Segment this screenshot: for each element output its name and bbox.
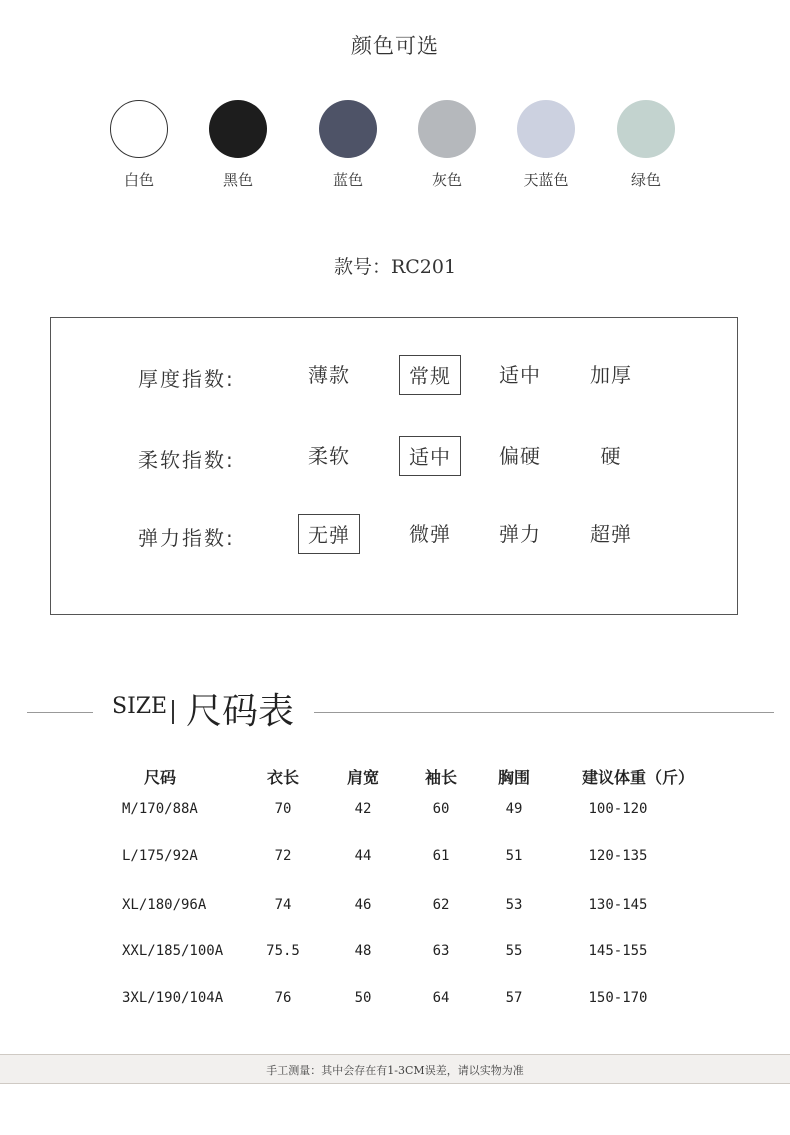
- index-option-selected[interactable]: 无弹: [298, 514, 360, 554]
- size-table-cell: 150-170: [588, 990, 648, 1006]
- size-table-header: 肩宽: [346, 768, 379, 787]
- index-option-selected[interactable]: 常规: [399, 355, 461, 395]
- color-swatch[interactable]: [418, 100, 476, 158]
- size-table-cell: 61: [432, 848, 450, 864]
- color-swatch[interactable]: [517, 100, 575, 158]
- index-option[interactable]: 超弹: [590, 522, 632, 546]
- size-table-header: 建议体重（斤）: [581, 768, 694, 787]
- size-table-cell: 74: [274, 897, 292, 913]
- colors-title: 颜色可选: [351, 34, 439, 58]
- size-table-cell: 49: [505, 801, 523, 817]
- style-number: 款号：RC201: [333, 256, 457, 278]
- size-table-header: 袖长: [424, 768, 457, 787]
- index-label: 柔软指数:: [138, 448, 235, 472]
- size-table-cell: XL/180/96A: [122, 897, 207, 913]
- size-table-cell: 60: [432, 801, 450, 817]
- size-table-cell: 76: [274, 990, 292, 1006]
- index-label: 弹力指数:: [138, 526, 235, 550]
- size-table-cell: 62: [432, 897, 450, 913]
- index-label: 厚度指数:: [138, 367, 235, 391]
- size-table-cell: L/175/92A: [122, 848, 198, 864]
- color-swatch[interactable]: [617, 100, 675, 158]
- color-swatch-label: 天蓝色: [523, 171, 569, 189]
- size-divider-right: [314, 712, 774, 713]
- size-heading-bar: [172, 700, 174, 724]
- index-option[interactable]: 硬: [600, 444, 622, 468]
- size-table-cell: 3XL/190/104A: [122, 990, 224, 1006]
- index-option[interactable]: 加厚: [590, 363, 632, 387]
- measurement-note: 手工测量：其中会存在有1-3CM误差，请以实物为准: [266, 1064, 524, 1077]
- size-heading-en: SIZE: [112, 694, 168, 719]
- color-swatch[interactable]: [110, 100, 168, 158]
- index-option[interactable]: 柔软: [308, 444, 350, 468]
- index-option-selected[interactable]: 适中: [399, 436, 461, 476]
- size-heading-cn: 尺码表: [186, 691, 295, 732]
- color-swatch[interactable]: [209, 100, 267, 158]
- size-table-cell: 75.5: [266, 943, 300, 959]
- size-table-cell: 120-135: [588, 848, 648, 864]
- size-table-cell: 44: [354, 848, 372, 864]
- color-swatch-label: 黑色: [222, 171, 253, 189]
- size-table-cell: 145-155: [588, 943, 648, 959]
- index-option[interactable]: 微弹: [409, 522, 451, 546]
- size-table-cell: 70: [274, 801, 292, 817]
- color-swatch-label: 白色: [123, 171, 154, 189]
- size-table-header: 尺码: [143, 768, 176, 787]
- index-option[interactable]: 弹力: [499, 522, 541, 546]
- size-table-cell: 64: [432, 990, 450, 1006]
- size-table-cell: 51: [505, 848, 523, 864]
- size-table-cell: 55: [505, 943, 523, 959]
- size-table-cell: XXL/185/100A: [122, 943, 224, 959]
- color-swatch[interactable]: [319, 100, 377, 158]
- size-table-cell: 57: [505, 990, 523, 1006]
- index-option[interactable]: 薄款: [308, 363, 350, 387]
- color-swatch-label: 绿色: [630, 171, 661, 189]
- color-swatch-label: 灰色: [431, 171, 462, 189]
- size-table-cell: M/170/88A: [122, 801, 198, 817]
- size-table-cell: 53: [505, 897, 523, 913]
- size-table-cell: 46: [354, 897, 372, 913]
- size-divider-left: [27, 712, 93, 713]
- size-table-cell: 72: [274, 848, 292, 864]
- size-table-cell: 48: [354, 943, 372, 959]
- size-table-header: 胸围: [497, 768, 530, 787]
- index-option[interactable]: 适中: [499, 363, 541, 387]
- size-table-cell: 130-145: [588, 897, 648, 913]
- size-table-cell: 42: [354, 801, 372, 817]
- index-option[interactable]: 偏硬: [499, 444, 541, 468]
- size-table-header: 衣长: [266, 768, 299, 787]
- size-table-cell: 100-120: [588, 801, 648, 817]
- size-table-cell: 63: [432, 943, 450, 959]
- color-swatch-label: 蓝色: [332, 171, 363, 189]
- size-table-cell: 50: [354, 990, 372, 1006]
